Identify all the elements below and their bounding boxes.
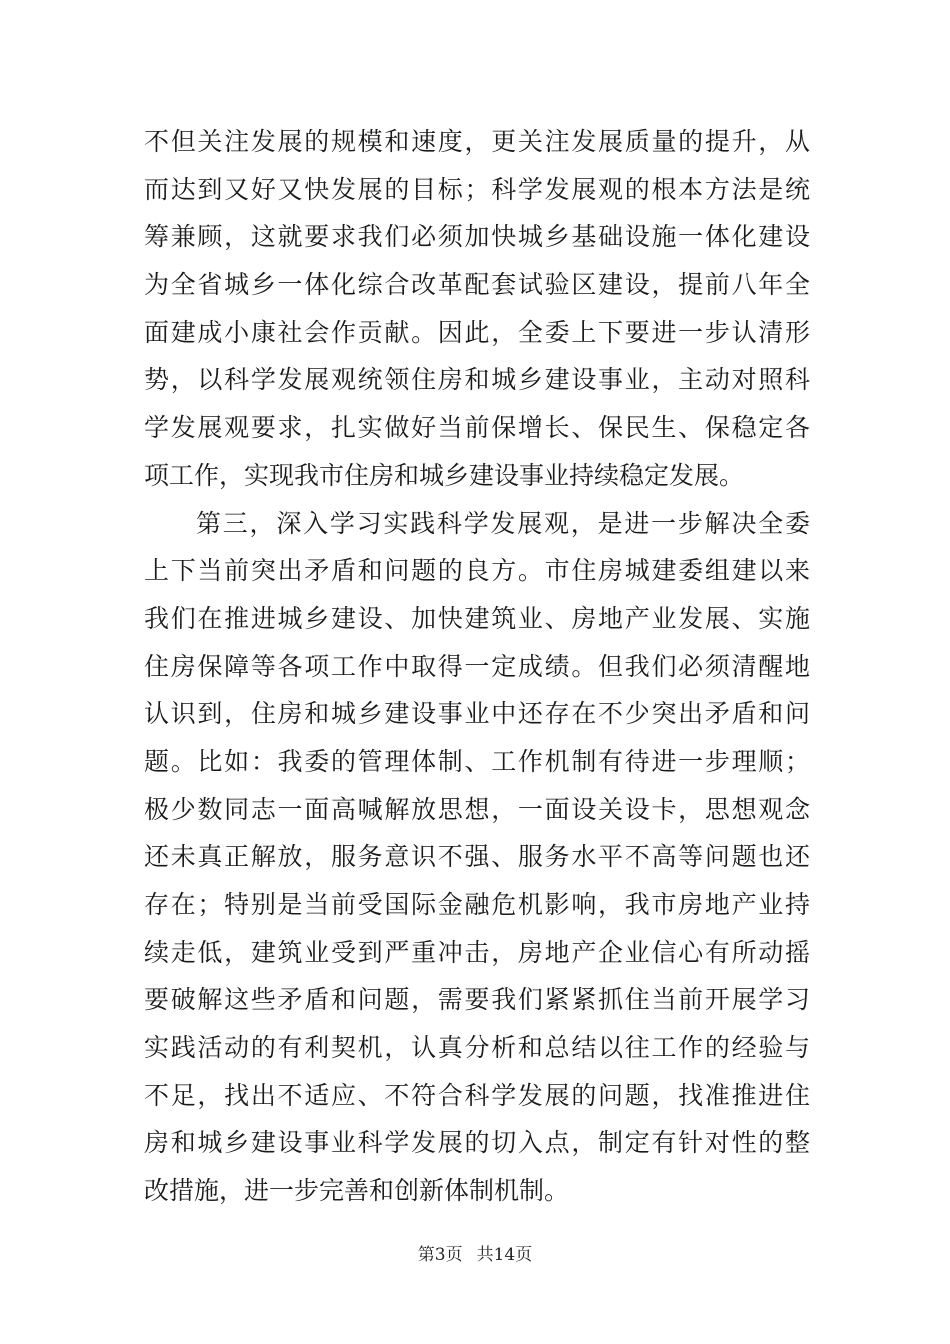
paragraph-line: 我们在推进城乡建设、加快建筑业、房地产业发展、实施: [144, 603, 810, 633]
paragraph-line: 项工作，实现我市住房和城乡建设事业持续稳定发展。: [144, 460, 745, 490]
paragraph-line: 住房保障等各项工作中取得一定成绩。但我们必须清醒地: [144, 651, 810, 681]
paragraph-line: 极少数同志一面高喊解放思想，一面设关设卡，思想观念: [144, 794, 810, 824]
paragraph-line: 要破解这些矛盾和问题，需要我们紧紧抓住当前开展学习: [144, 985, 810, 1015]
paragraph-line: 实践活动的有利契机，认真分析和总结以往工作的经验与: [144, 1033, 810, 1063]
paragraph-line: 为全省城乡一体化综合改革配套试验区建设，提前八年全: [144, 270, 810, 300]
paragraph-line: 认识到，住房和城乡建设事业中还存在不少突出矛盾和问: [144, 699, 810, 729]
paragraph-2: [144, 500, 810, 1215]
paragraph-line: 而达到又好又快发展的目标；科学发展观的根本方法是统: [144, 174, 810, 204]
paragraph-line: 势，以科学发展观统领住房和城乡建设事业，主动对照科: [144, 365, 810, 395]
paragraph-line: 上下当前突出矛盾和问题的良方。市住房城建委组建以来: [144, 556, 810, 586]
paragraph-1: [144, 118, 810, 500]
paragraph-line: 学发展观要求，扎实做好当前保增长、保民生、保稳定各: [144, 413, 810, 443]
paragraph-line: 面建成小康社会作贡献。因此，全委上下要进一步认清形: [144, 317, 810, 347]
paragraph-line: 还未真正解放，服务意识不强、服务水平不高等问题也还: [144, 842, 810, 872]
page-footer: [0, 1240, 950, 1265]
paragraph-line: 不足，找出不适应、不符合科学发展的问题，找准推进住: [144, 1080, 810, 1110]
paragraph-line: 筹兼顾，这就要求我们必须加快城乡基础设施一体化建设: [144, 222, 810, 252]
paragraph-line: 第三，深入学习实践科学发展观，是进一步解决全委: [196, 508, 810, 538]
paragraph-line: 续走低，建筑业受到严重冲击，房地产企业信心有所动摇: [144, 937, 810, 967]
page-total: 共14页: [476, 1245, 533, 1265]
paragraph-line: 存在；特别是当前受国际金融危机影响，我市房地产业持: [144, 890, 810, 919]
document-body: [144, 118, 810, 1215]
paragraph-line: 改措施，进一步完善和创新体制机制。: [144, 1176, 570, 1206]
page-number: 第3页: [417, 1245, 463, 1265]
paragraph-line: 房和城乡建设事业科学发展的切入点，制定有针对性的整: [144, 1128, 810, 1158]
paragraph-line: 题。比如：我委的管理体制、工作机制有待进一步理顺；: [144, 746, 810, 776]
paragraph-line: 不但关注发展的规模和速度，更关注发展质量的提升，从: [144, 127, 810, 156]
